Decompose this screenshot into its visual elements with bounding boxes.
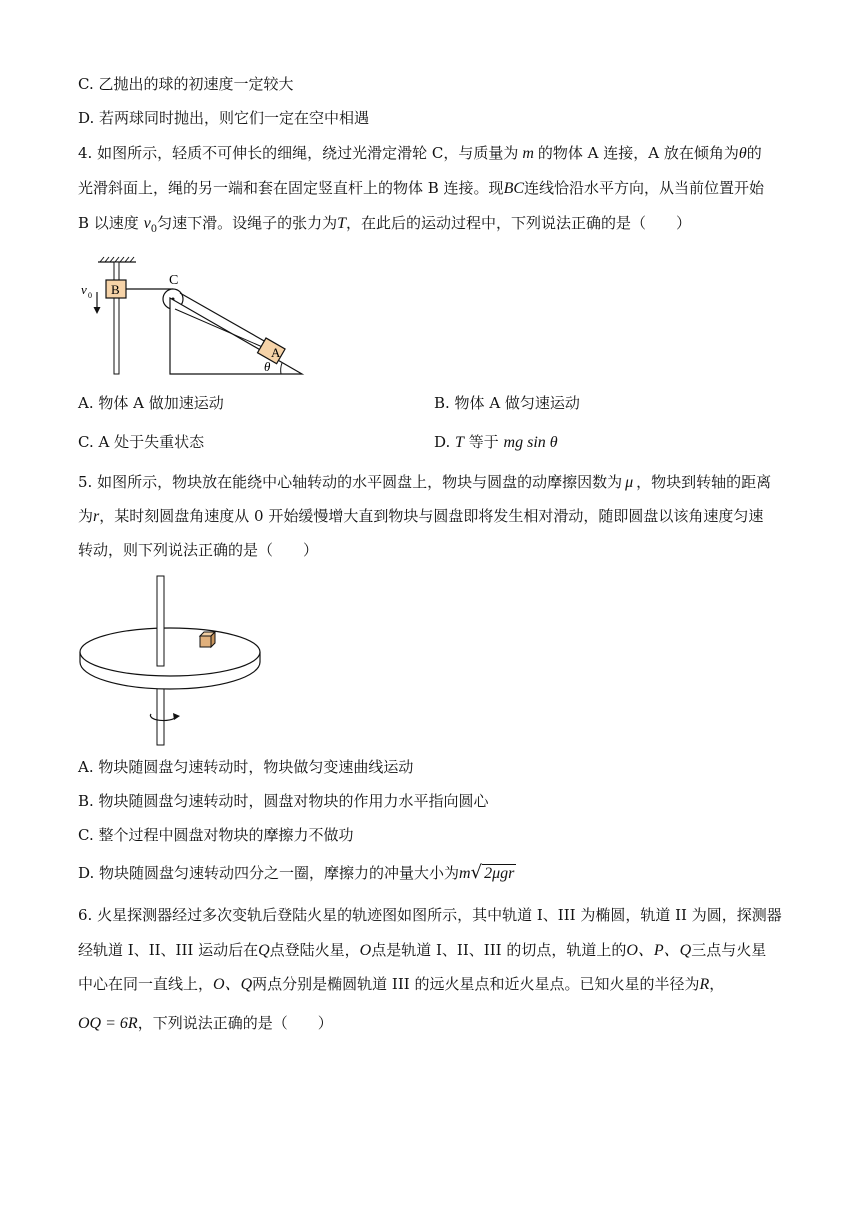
q-symbol: Q (258, 942, 270, 959)
q4-text: 连线恰沿水平方向，从当前位置开始 (524, 179, 765, 197)
sqrt-sign: √ (470, 862, 483, 883)
q4-option-b: B. 物体 A 做匀速运动 (434, 394, 580, 412)
block-b-label: B (111, 282, 120, 297)
oq-symbols: O、Q (213, 976, 253, 993)
q5-stem-line-1 (78, 472, 771, 493)
q6-text: ，下列说法正确的是（ ） (137, 1014, 333, 1032)
q4-text: 匀速下滑。设绳子的张力为 (157, 214, 338, 232)
q6-stem-line-2 (78, 940, 766, 961)
mass-symbol: m (459, 865, 471, 882)
q4-stem-line-1 (78, 143, 762, 164)
q4-option-a: A. 物体 A 做加速运动 (78, 394, 224, 412)
q6-text: 点是轨道 I、II、III 的切点，轨道上的 (371, 941, 627, 959)
vertical-rod (114, 262, 119, 374)
q5-stem-line-3: 转动，则下列说法正确的是（ ） (78, 541, 319, 559)
q4-text: 光滑斜面上，绳的另一端和套在固定竖直杆上的物体 B 连接。现 (78, 179, 504, 197)
q6-text: 三点与火星 (691, 941, 767, 959)
block-a-label: A (271, 345, 281, 360)
oq-equation: OQ = 6R (78, 1015, 138, 1032)
tension-symbol: T (455, 434, 464, 451)
q5-text: ，物块到转轴的距离 (636, 473, 772, 491)
q5-option-d (78, 863, 516, 884)
q6-stem-line-4 (78, 1013, 333, 1034)
q6-text: 中心在同一直线上， (78, 975, 214, 993)
disk-top (80, 628, 260, 676)
shaft-upper (157, 576, 164, 666)
q4-text: 的物体 A 连接，A 放在倾角为 (537, 144, 739, 162)
q4-text: ，在此后的运动过程中，下列说法正确的是（ ） (345, 214, 691, 232)
q3-option-d: D. 若两球同时抛出，则它们一定在空中相遇 (78, 109, 370, 127)
q5-text: 为 (78, 507, 94, 525)
q6-text: 点登陆火星， (269, 941, 360, 959)
q6-stem-line-1: 6. 火星探测器经过多次变轨后登陆火星的轨迹图如图所示，其中轨道 I、III 为椭圆，轨道 II 为圆，探测器 (78, 906, 782, 924)
sqrt-radicand: 2μgr (484, 865, 515, 882)
q5-option-b: B. 物块随圆盘匀速转动时，圆盘对物块的作用力水平指向圆心 (78, 792, 489, 810)
q5-stem-line-2 (78, 506, 763, 527)
q4-stem-line-2 (78, 178, 764, 199)
ceiling-hatch (100, 257, 134, 262)
q4-option-d (434, 432, 558, 453)
theta-label: θ (264, 359, 271, 374)
mu-symbol: μ (625, 474, 634, 491)
q5-option-c: C. 整个过程中圆盘对物块的摩擦力不做功 (78, 826, 354, 844)
velocity-subscript: 0 (150, 224, 158, 235)
q4-text: 的 (746, 144, 762, 162)
q4-option-c: C. A 处于失重状态 (78, 433, 205, 451)
q5-option-a: A. 物块随圆盘匀速转动时，物块做匀变速曲线运动 (78, 758, 414, 776)
velocity-symbol: v (143, 215, 151, 232)
small-block (200, 632, 215, 647)
mass-symbol: m (522, 145, 534, 162)
rotating-disk-figure (76, 574, 264, 748)
o-symbol: O (359, 942, 372, 959)
q4-text: D. (434, 433, 451, 451)
r-symbol: r (93, 508, 100, 525)
q4-stem-line-3 (78, 213, 691, 240)
rotation-arrowhead (173, 713, 180, 720)
q5-text: 5. 如图所示，物块放在能绕中心轴转动的水平圆盘上，物块与圆盘的动摩擦因数为 (78, 473, 623, 491)
pulley-c-label: C (169, 273, 179, 288)
q6-stem-line-3 (78, 974, 724, 995)
q5-text: D. 物块随圆盘匀速转动四分之一圈，摩擦力的冲量大小为 (78, 864, 460, 882)
q4-text: B 以速度 (78, 214, 139, 232)
opq-symbols: O、P、Q (626, 942, 692, 959)
velocity-arrowhead (94, 307, 101, 314)
r-symbol: R (699, 976, 710, 993)
formula: mg sin θ (503, 434, 558, 451)
v0-subscript: 0 (88, 291, 92, 300)
v0-label: v (81, 282, 87, 297)
theta-symbol: θ (738, 145, 747, 162)
q5-text: ，某时刻圆盘角速度从 0 开始缓慢增大直到物块与圆盘即将发生相对滑动，随即圆盘以该角速度匀速 (99, 507, 764, 525)
q4-text: 4. 如图所示，轻质不可伸长的细绳，绕过光滑定滑轮 C，与质量为 (78, 144, 519, 162)
pulley-incline-figure (76, 254, 308, 378)
q4-text: 等于 (468, 433, 499, 451)
q6-text: 两点分别是椭圆轨道 III 的远火星点和近火星点。已知火星的半径为 (252, 975, 700, 993)
q6-text: ， (709, 975, 725, 993)
tension-symbol: T (337, 215, 346, 232)
q3-option-c: C. 乙抛出的球的初速度一定较大 (78, 75, 294, 93)
bc-symbol: BC (503, 180, 525, 197)
q6-text: 经轨道 I、II、III 运动后在 (78, 941, 259, 959)
